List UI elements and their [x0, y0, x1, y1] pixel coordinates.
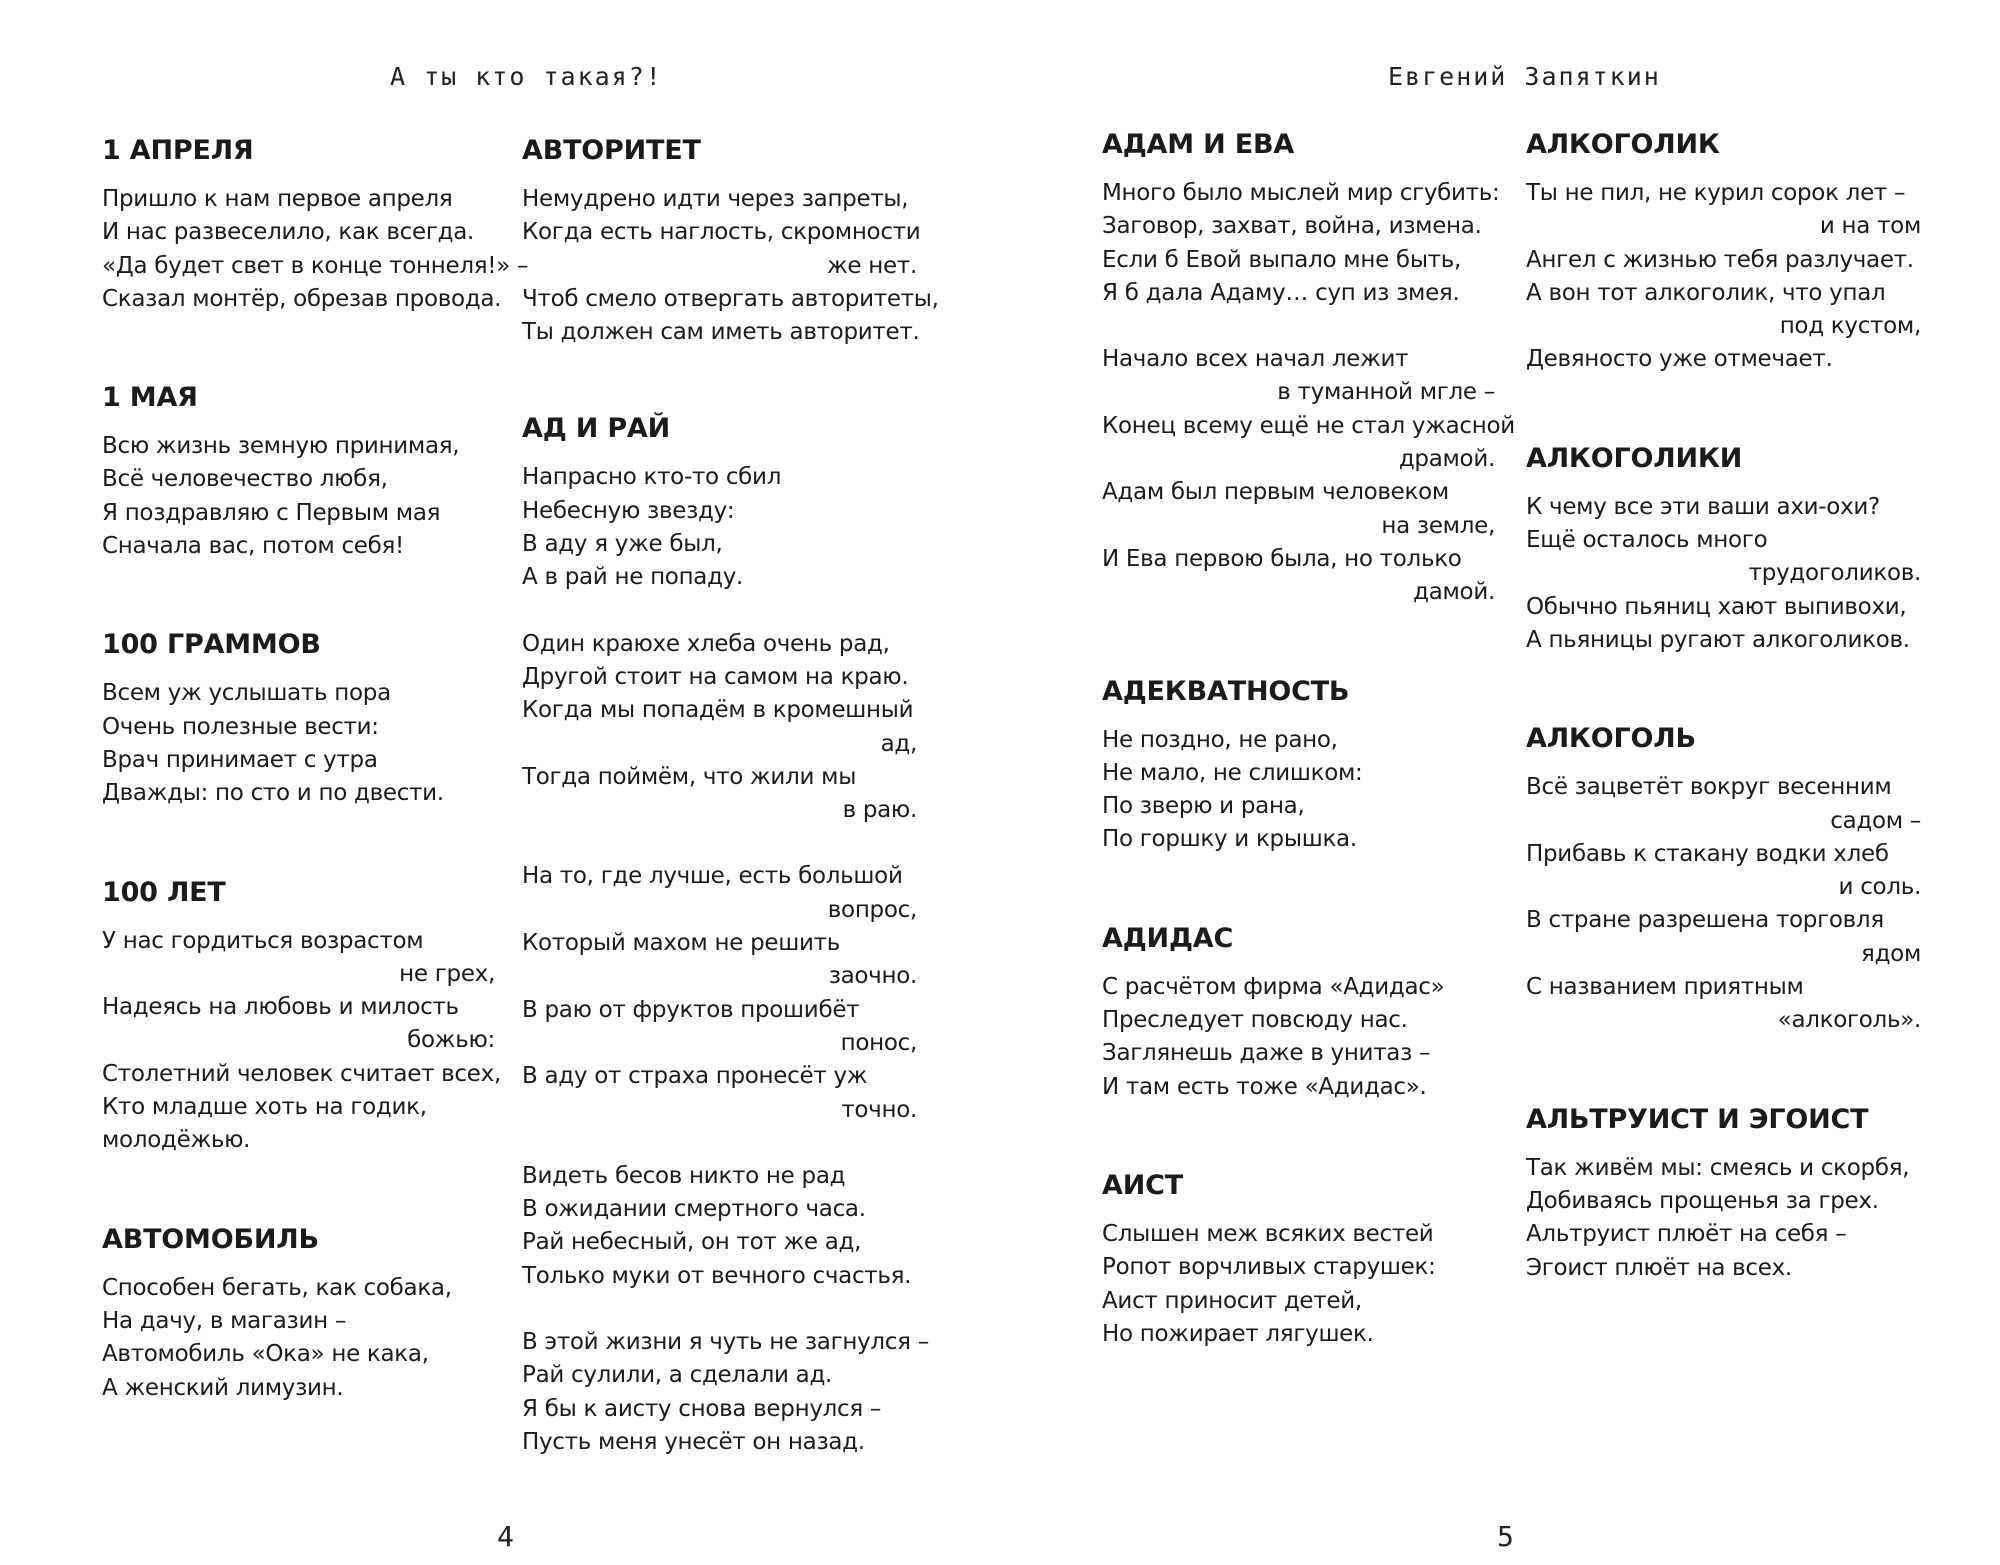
entry-title: АЛКОГОЛИК	[1526, 129, 1720, 160]
verse-line: Прибавь к стакану водки хлеб	[1526, 840, 1889, 867]
page-number: 4	[497, 1520, 514, 1553]
verse-line: в раю.	[842, 797, 917, 824]
verse-line: В аду я уже был,	[522, 531, 723, 558]
verse-line: «Да будет свет в конце тоннеля!» –	[102, 252, 529, 279]
stanza-gap	[1102, 310, 1495, 343]
right-column-1	[1102, 125, 1515, 1351]
poem-entry	[1526, 719, 1921, 1037]
entry-title: АИСТ	[1102, 1169, 1183, 1201]
right-column-2	[1526, 125, 1921, 1285]
verse-line: Всё зацветёт вокруг весенним	[1526, 774, 1892, 801]
verse-line: Способен бегать, как собака,	[102, 1274, 452, 1301]
verse-line: ад,	[880, 730, 917, 757]
verse-line: и соль.	[1838, 874, 1921, 901]
verse-line: Много было мыслей мир сгубить:	[1102, 180, 1500, 206]
verse-line: Ты должен сам иметь авторитет.	[522, 319, 920, 346]
verse-line: А в рай не попаду.	[522, 564, 744, 591]
verse-line: Один краюхе хлеба очень рад,	[522, 630, 890, 657]
entry-title: АДИДАС	[1102, 922, 1234, 954]
verse-line: И Ева первою была, но только	[1102, 545, 1462, 572]
poem-entry	[102, 1220, 495, 1405]
verse-line: К чему все эти ваши ахи-охи?	[1526, 493, 1880, 520]
verse-line: Так живём мы: смеясь и скорбя,	[1526, 1154, 1910, 1181]
verse-line: на земле,	[1381, 512, 1495, 539]
verse-line: Адам был первым человеком	[1102, 479, 1449, 506]
entry-title: АЛЬТРУИСТ И ЭГОИСТ	[1526, 1103, 1869, 1135]
verse-line: Ты не пил, не курил сорок лет –	[1526, 180, 1906, 206]
verse-line: Начало всех начал лежит	[1102, 346, 1409, 373]
verse-line: Сначала вас, потом себя!	[102, 533, 404, 560]
poem-entry	[1102, 125, 1515, 610]
verse-line: В ожидании смертного часа.	[522, 1196, 866, 1223]
entry-title: АВТОМОБИЛЬ	[102, 1223, 319, 1255]
running-head: А ты кто такая?!	[390, 62, 663, 91]
poem-entry	[1526, 125, 1921, 377]
poem-entry	[1102, 1166, 1495, 1351]
verse-line: Пришло к нам первое апреля	[102, 186, 453, 212]
verse-line: А вон тот алкоголик, что упал	[1526, 279, 1886, 306]
poem-entry	[1526, 1100, 1921, 1285]
verse-line: дамой.	[1413, 579, 1495, 606]
left-column-1	[102, 131, 529, 1405]
verse-line: Только муки от вечного счастья.	[522, 1262, 912, 1289]
entry-title: АДЕКВАТНОСТЬ	[1102, 675, 1350, 707]
verse-line: драмой.	[1398, 446, 1495, 473]
verse-line: заочно.	[828, 963, 917, 990]
verse-line: Всё человечество любя,	[102, 466, 388, 493]
verse-line: В этой жизни я чуть не загнулся –	[522, 1329, 929, 1356]
verse-line: молодёжью.	[102, 1127, 251, 1154]
verse-line: Немудрено идти через запреты,	[522, 186, 909, 212]
verse-line: Заговор, захват, война, измена.	[1102, 213, 1482, 240]
poem-entry	[1102, 672, 1495, 857]
verse-line: Не мало, не слишком:	[1102, 759, 1363, 786]
verse-line: А женский лимузин.	[102, 1374, 344, 1401]
verse-line: Заглянешь даже в унитаз –	[1102, 1040, 1431, 1067]
poem-entry	[102, 378, 495, 563]
stanza-gap	[522, 1127, 917, 1160]
verse-line: И там есть тоже «Адидас».	[1102, 1073, 1427, 1100]
left-column-2	[522, 131, 939, 1459]
page-number: 5	[1497, 1520, 1514, 1553]
verse-line: Я бы к аисту снова вернулся –	[522, 1395, 882, 1422]
verse-line: На дачу, в магазин –	[102, 1307, 347, 1334]
verse-line: Тогда поймём, что жили мы	[522, 763, 857, 790]
verse-line: И нас развеселило, как всегда.	[102, 219, 475, 246]
entry-title: 100 ЛЕТ	[102, 876, 226, 908]
verse-line: Слышен меж всяких вестей	[1102, 1220, 1434, 1247]
verse-line: Напрасно кто-то сбил	[522, 464, 782, 491]
verse-line: Видеть бесов никто не рад	[522, 1162, 846, 1189]
verse-line: ядом	[1861, 940, 1921, 967]
entry-title: АДАМ И ЕВА	[1102, 129, 1295, 160]
verse-line: Но пожирает лягушек.	[1102, 1320, 1374, 1347]
poem-entry	[522, 131, 939, 349]
verse-line: Я поздравляю с Первым мая	[102, 499, 441, 526]
verse-line: же нет.	[827, 252, 917, 279]
verse-line: Пусть меня унесёт он назад.	[522, 1428, 865, 1455]
entry-title: АД И РАЙ	[522, 413, 671, 445]
running-head: Евгений Запяткин	[1388, 62, 1661, 91]
verse-line: Ангел с жизнью тебя разлучает.	[1526, 246, 1914, 273]
verse-line: В стране разрешена торговля	[1526, 907, 1884, 934]
verse-line: понос,	[840, 1029, 917, 1056]
verse-line: под кустом,	[1779, 313, 1921, 340]
verse-line: Небесную звезду:	[522, 497, 735, 524]
stanza-gap	[522, 595, 917, 628]
verse-line: В раю от фруктов прошибёт	[522, 996, 860, 1023]
verse-line: Обычно пьяниц хают выпивохи,	[1526, 593, 1907, 620]
verse-line: Когда мы попадём в кромешный	[522, 697, 914, 724]
verse-line: Девяносто уже отмечает.	[1526, 346, 1833, 373]
entry-title: 1 АПРЕЛЯ	[102, 135, 254, 166]
verse-line: Столетний человек считает всех,	[102, 1060, 501, 1087]
entry-title: АЛКОГОЛЬ	[1526, 723, 1696, 755]
verse-line: Альтруист плюёт на себя –	[1526, 1221, 1847, 1248]
verse-line: вопрос,	[827, 896, 917, 923]
poem-entry	[1526, 439, 1921, 657]
verse-line: Рай сулили, а сделали ад.	[522, 1362, 833, 1389]
verse-line: трудоголиков.	[1748, 560, 1921, 587]
entry-title: АЛКОГОЛИКИ	[1526, 442, 1743, 474]
verse-line: «алкоголь».	[1777, 1007, 1921, 1034]
poem-entry	[102, 131, 529, 316]
poem-entry	[102, 873, 501, 1158]
poem-entry	[1102, 919, 1495, 1104]
verse-line: Сказал монтёр, обрезав провода.	[102, 285, 502, 312]
verse-line: Очень полезные вести:	[102, 713, 379, 740]
verse-line: С названием приятным	[1526, 974, 1804, 1001]
verse-line: Чтоб смело отвергать авторитеты,	[522, 285, 939, 312]
verse-line: Я б дала Адаму… суп из змея.	[1102, 279, 1460, 306]
verse-line: Эгоист плюёт на всех.	[1526, 1254, 1792, 1281]
verse-line: А пьяницы ругают алкоголиков.	[1526, 626, 1910, 653]
verse-line: Другой стоит на самом на краю.	[522, 663, 909, 690]
entry-title: 100 ГРАММОВ	[102, 629, 321, 661]
verse-line: садом –	[1830, 807, 1921, 834]
verse-line: Ещё осталось много	[1526, 527, 1768, 554]
verse-line: Рай небесный, он тот же ад,	[522, 1229, 862, 1256]
stanza-gap	[522, 827, 917, 860]
right-page	[1000, 0, 2000, 1565]
verse-line: У нас гордиться возрастом	[102, 927, 424, 954]
entry-title: 1 МАЯ	[102, 382, 198, 414]
verse-line: С расчётом фирма «Адидас»	[1102, 973, 1445, 1000]
verse-line: Автомобиль «Ока» не кака,	[102, 1341, 429, 1368]
verse-line: Надеясь на любовь и милость	[102, 994, 459, 1021]
verse-line: В аду от страха пронесёт уж	[522, 1063, 868, 1090]
verse-line: Когда есть наглость, скромности	[522, 219, 921, 246]
verse-line: и на том	[1819, 213, 1921, 240]
verse-line: Всем уж услышать пора	[102, 680, 391, 707]
verse-line: божью:	[407, 1027, 495, 1054]
verse-line: Добиваясь прощенья за грех.	[1526, 1187, 1879, 1214]
verse-line: По зверю и рана,	[1102, 793, 1305, 820]
verse-line: Который махом не решить	[522, 930, 840, 957]
verse-line: в туманной мгле –	[1277, 379, 1495, 406]
entry-title: АВТОРИТЕТ	[522, 135, 701, 166]
verse-line: Ропот ворчливых старушек:	[1102, 1254, 1436, 1281]
verse-line: Преследует повсюду нас.	[1102, 1007, 1408, 1034]
verse-line: Дважды: по сто и по двести.	[102, 780, 444, 807]
poem-entry	[102, 625, 495, 810]
verse-line: Не поздно, не рано,	[1102, 726, 1338, 753]
verse-line: Если б Евой выпало мне быть,	[1102, 246, 1462, 273]
stanza-gap	[522, 1293, 917, 1326]
verse-line: Врач принимает с утра	[102, 746, 378, 773]
verse-line: Всю жизнь земную принимая,	[102, 433, 460, 460]
verse-line: точно.	[841, 1096, 917, 1123]
verse-line: не грех,	[399, 960, 495, 987]
verse-line: Кто младше хоть на годик,	[102, 1094, 427, 1121]
poem-entry	[522, 409, 929, 1459]
verse-line: Конец всему ещё не стал ужасной	[1102, 412, 1515, 439]
verse-line: Аист приносит детей,	[1102, 1287, 1362, 1314]
verse-line: По горшку и крышка.	[1102, 826, 1357, 853]
verse-line: На то, где лучше, есть большой	[522, 863, 903, 890]
